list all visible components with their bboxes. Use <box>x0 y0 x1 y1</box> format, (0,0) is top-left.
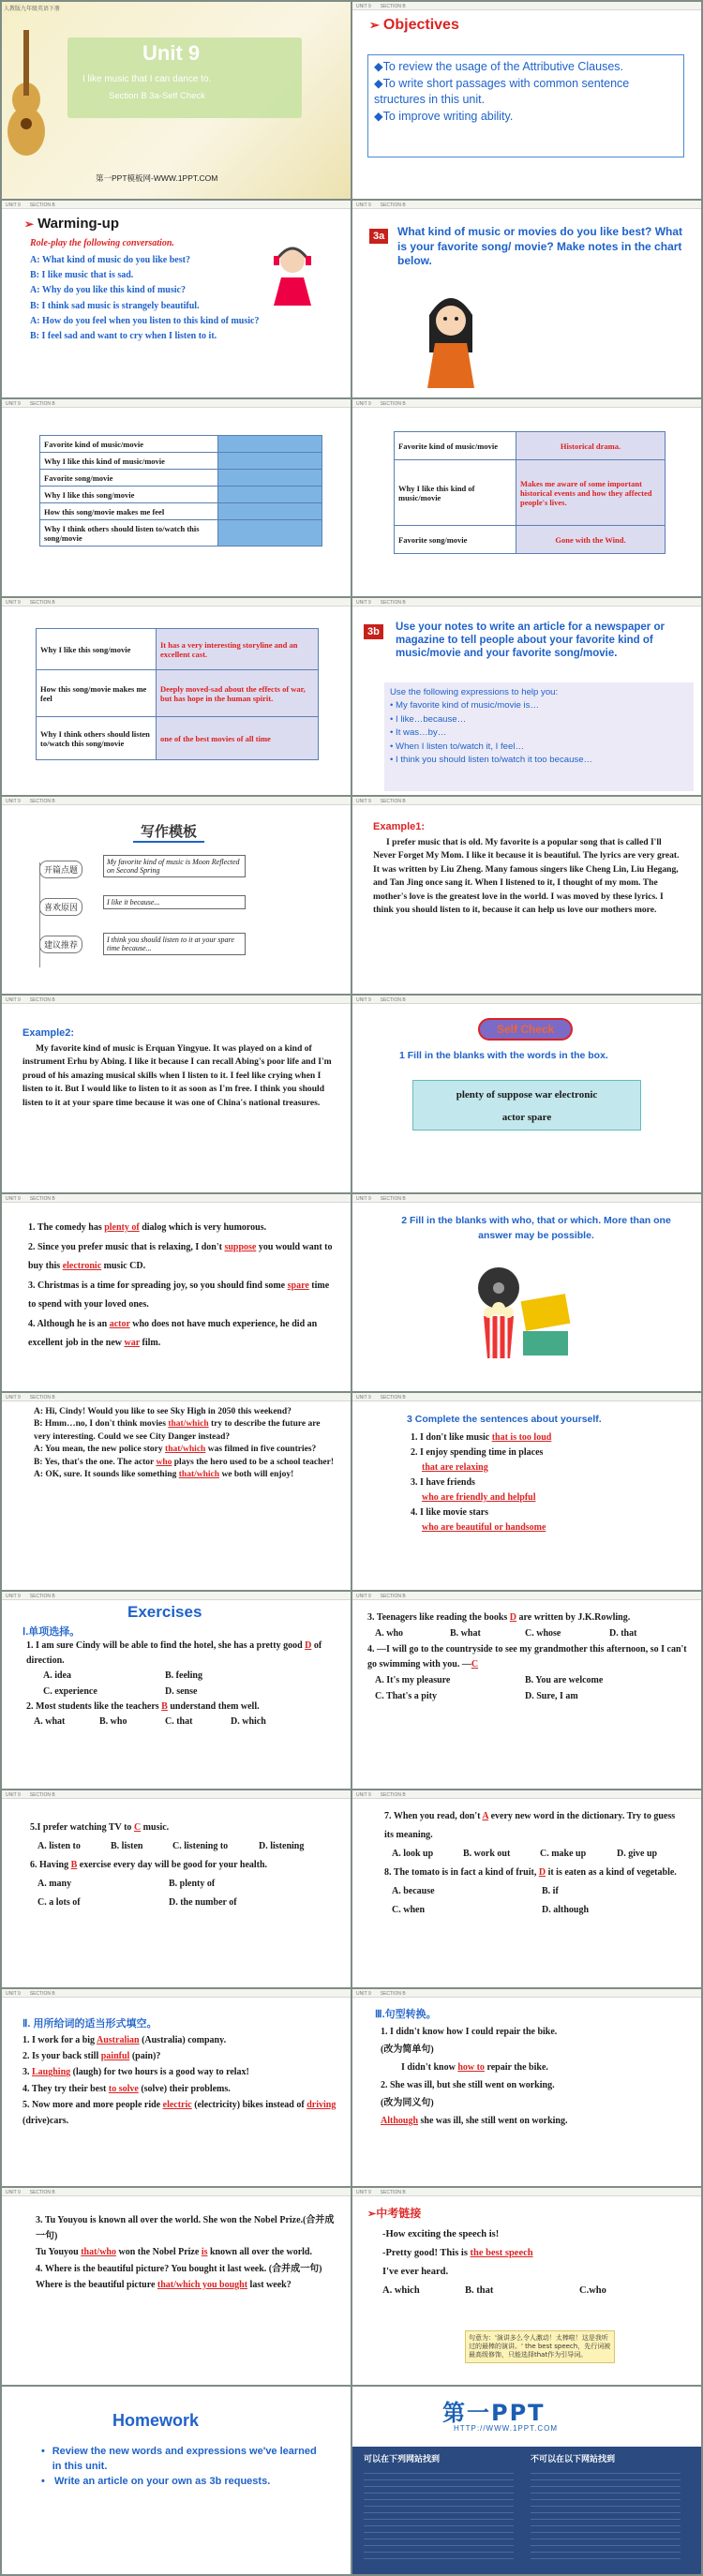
question-item: 2. Is your back still painful (pain)? <box>22 2051 161 2062</box>
slide-title: 中考链接 <box>376 2207 422 2220</box>
sentence-item: 1. I don't like music that is too loud <box>411 1432 552 1443</box>
expression-item: • It was…by… <box>390 727 447 739</box>
section-heading: Ⅱ. 用所给词的适当形式填空。 <box>22 2018 157 2029</box>
slide-header: UNIT 9 SECTION B <box>2 1790 351 1799</box>
slide-header: UNIT 9 SECTION B <box>352 1393 701 1401</box>
notes-table <box>36 628 319 760</box>
task-text: What kind of music or movies do you like best? What is your favorite song/ movie? Make notes in the chart below. <box>397 225 683 268</box>
note-box: My favorite kind of music is Moon Reflected on Second Spring <box>103 855 246 877</box>
dialog-line: B: I like music that is sad. <box>30 270 134 281</box>
instruction: 2 Fill in the blanks with who, that or which. More than one answer may be possible. <box>401 1215 671 1242</box>
slide-header: UNIT 9 SECTION B <box>2 1393 351 1401</box>
slide-header: UNIT 9 SECTION B <box>352 2188 701 2196</box>
instruction: 3 Complete the sentences about yourself. <box>407 1414 602 1425</box>
slide-header: UNIT 9 SECTION B <box>352 2 701 10</box>
slide-exercises-1 <box>2 1592 351 1789</box>
homework-item: • Review the new words and expressions we've learned in this unit. <box>41 2446 317 2472</box>
slide-header: UNIT 9 SECTION B <box>352 797 701 805</box>
question-list: 1. I didn't know how I could repair the bike. (改为简单句) I didn't know how to repair the bike. 2. She was ill, but she still went on working. (改为同义句) Although she was ill, she still went on working. <box>381 2027 568 2126</box>
slide-header: UNIT 9 SECTION B <box>352 1989 701 1998</box>
notes-table <box>394 431 666 554</box>
dialog-line: A: What kind of music do you like best? <box>30 255 190 265</box>
girl-reading-icon <box>418 287 484 395</box>
slide-title: Warming-up <box>37 216 119 232</box>
note-box: I think you should listen to it at your spare time because... <box>103 933 246 955</box>
slide-warming-up <box>2 201 351 397</box>
word-box: plenty of suppose war electronic actor spare <box>412 1080 641 1131</box>
question-item: 2. Since you prefer music that is relaxing, I don't suppose you would want to buy this electronic music CD. <box>28 1241 333 1271</box>
expression-item: • I like…because… <box>390 713 467 725</box>
dialog-line: B: Hmm…no, I don't think movies that/which try to describe the future are very interesting. Could we see City Danger instead? <box>34 1419 321 1442</box>
link-list[interactable] <box>531 2467 681 2561</box>
column-heading: 可以在下列网站找到 <box>364 2455 441 2464</box>
badge-3a: 3a <box>369 227 388 244</box>
badge-3b: 3b <box>364 622 383 639</box>
slide-self-check <box>352 996 701 1192</box>
step-box: 建议推荐 <box>39 936 82 953</box>
table-row: Favorite song/movie Gone with the Wind. <box>395 526 666 554</box>
slide-template <box>2 797 351 994</box>
question-item: 1. I am sure Cindy will be able to find the hotel, she has a pretty good D of direction. <box>26 1640 322 1667</box>
homework-item: • Write an article on your own as 3b requests. <box>41 2475 271 2487</box>
section-heading: Ⅰ.单项选择。 <box>22 1626 81 1638</box>
slide-chart-filled-2 <box>2 598 351 795</box>
objectives-box <box>367 54 684 157</box>
slide-header: UNIT 9 SECTION B <box>352 1194 701 1203</box>
explanation-note: 句意为：'演讲多么令人激动！太棒啦！这是我听过的最棒的演讲。' the best speech，先行词被最高级修饰，只能选择that作为引导词。 <box>465 2330 615 2363</box>
slide-header: UNIT 9 SECTION B <box>2 2188 351 2196</box>
slide-dialog-answers <box>2 1393 351 1590</box>
dialog-line: B: Yes, that's the one. The actor who plays the hero used to be a school teacher! <box>34 1457 335 1467</box>
homework-list <box>41 2445 322 2490</box>
table-row: How this song/movie makes me feel <box>40 503 322 520</box>
slide-header: UNIT 9 SECTION B <box>2 1989 351 1998</box>
slide-example1 <box>352 797 701 994</box>
logo-url: HTTP://WWW.1PPT.COM <box>454 2424 558 2433</box>
instruction: Role-play the following conversation. <box>30 238 174 248</box>
question-list: 7. When you read, don't A every new word in the dictionary. Try to guess its meaning. A. look up B. work out C. make up D. give up 8. The tomato is in fact a kind of fruit, D it is eaten as a kind of vegetable. A. because B. if C. when D. although <box>384 1807 686 1920</box>
slide-header: UNIT 9 SECTION B <box>352 399 701 408</box>
slide-fill-blanks-1 <box>2 1194 351 1391</box>
dialog-line: B: I think sad music is strangely beautiful. <box>30 300 200 311</box>
slide-homework <box>2 2387 351 2574</box>
question: -How exciting the speech is! -Pretty good! This is the best speech I've ever heard. A. which B. that C.who <box>382 2229 606 2296</box>
dialog-line: A: OK, sure. It sounds like something that/which we both will enjoy! <box>34 1470 294 1480</box>
guitar-icon <box>2 21 53 171</box>
table-row: Favorite kind of music/movie <box>40 436 322 453</box>
objective-item: ◆To improve writing ability. <box>374 109 514 123</box>
slide-chart-filled-1 <box>352 399 701 596</box>
sentence-list: 1. I don't like music that is too loud 2. I enjoy spending time in places that are relaxing 3. I have friends who are friendly and helpful 4. I like movie stars who are beautiful or handsome <box>411 1430 692 1535</box>
instruction: 1 Fill in the blanks with the words in the box. <box>399 1050 608 1061</box>
unit-subtitle: I like music that I can dance to. <box>82 74 212 84</box>
sentence-item: 2. I enjoy spending time in places <box>411 1447 544 1458</box>
arrow-icon: ➢ <box>369 18 380 32</box>
slide-header: UNIT 9 SECTION B <box>352 1592 701 1600</box>
slide-exercises-4 <box>352 1790 701 1987</box>
question-item: 2. Most students like the teachers B understand them well. <box>26 1700 260 1712</box>
question-item: 3. Teenagers like reading the books D are written by J.K.Rowling. <box>367 1612 631 1623</box>
slide-title <box>2 2 351 199</box>
table-row: Why I like this kind of music/movie Makes me aware of some important historical events and how they affected people's lives. <box>395 460 666 526</box>
question-list: 1. I am sure Cindy will be able to find the hotel, she has a pretty good D of direction. A. idea B. feeling C. experience D. sense 2. Most students like the teachers B understand them well. A. what B. who C. that D. which <box>26 1639 336 1730</box>
slide-header: UNIT 9 SECTION B <box>352 996 701 1004</box>
table-row: Why I think others should listen to/watch this song/movie <box>40 520 322 547</box>
slide-header: UNIT 9 SECTION B <box>2 598 351 607</box>
question-item: 1. I work for a big Australian (Australia) company. <box>22 2035 227 2045</box>
arrow-icon: ➢ <box>24 217 35 231</box>
question-list <box>28 1219 337 1354</box>
slide-complete-sentences <box>352 1393 701 1590</box>
slide-title: Objectives <box>382 17 459 33</box>
step-box: 开篇点题 <box>39 861 82 878</box>
slide-header: UNIT 9 SECTION B <box>2 1194 351 1203</box>
slide-exam-link <box>352 2188 701 2385</box>
example-text: I prefer music that is old. My favorite is a popular song that is called I'll Never Forget My Mom. I like it because it is beautiful. The lyrics are very great. It was written by Liu Zheng. Many famous singers like Cheng Lin, Liu Hegang, and Tan Jing once sang it. When I listened to it, I thought of my mom. The mother's love is the greatest love in the world. I was moved by these lyrics. I think you should listen to it, because it can help us love our mothers more. <box>373 837 680 915</box>
movie-popcorn-icon <box>456 1260 587 1368</box>
question-list: 3. Tu Youyou is known all over the world. She won the Nobel Prize.(合并成一句) Tu Youyou that/who won the Nobel Prize is known all over the world. 4. Where is the beautiful picture? You bought it last week. (合并成一句) Where is the beautiful picture that/which you bought last week? <box>36 2215 335 2290</box>
expression-item: • My favorite kind of music/movie is… <box>390 700 540 711</box>
slide-sentence-transform <box>352 1989 701 2186</box>
question-item: 4. Although he is an actor who does not have much experience, he did an excellent job in the new war film. <box>28 1318 318 1348</box>
question-item: 4. —I will go to the countryside to see my grandmother this afternoon, so I can't go swimming with you. —C <box>367 1643 687 1670</box>
question-item: 3. Christmas is a time for spreading joy, so you should find some spare time to spend with your loved ones. <box>28 1280 330 1310</box>
question-item: 5.I prefer watching TV to C music. <box>30 1822 170 1833</box>
slide-title: Homework <box>112 2411 200 2430</box>
notes-table <box>39 435 322 547</box>
slide-header: UNIT 9 SECTION B <box>2 399 351 408</box>
slide-title: Exercises <box>127 1603 202 1621</box>
link-list[interactable] <box>364 2467 514 2561</box>
question-item: 3. Laughing (laugh) for two hours is a good way to relax! <box>22 2067 249 2078</box>
objective-item: ◆To write short passages with common sentence structures in this unit. <box>374 76 630 106</box>
dialog-line: A: Why do you like this kind of music? <box>30 285 186 296</box>
sentence-item: 3. I have friends <box>411 1477 475 1488</box>
slide-exercises-2 <box>352 1592 701 1789</box>
dialog-line: B: I feel sad and want to cry when I listen to it. <box>30 330 217 341</box>
slide-objectives <box>352 2 701 199</box>
table-row: Favorite song/movie <box>40 470 322 487</box>
note-box: I like it because... <box>103 895 246 909</box>
question-item: 8. The tomato is in fact a kind of fruit, D it is eaten as a kind of vegetable. <box>384 1867 677 1878</box>
table-row: Why I like this song/movie <box>40 487 322 503</box>
example-label: Example1: <box>373 821 426 832</box>
expression-item: • When I listen to/watch it, I feel… <box>390 741 525 752</box>
slide-header: UNIT 9 SECTION B <box>2 797 351 805</box>
task-text: Use your notes to write an article for a newspaper or magazine to tell people about your favorite kind of music/movie and your favorite song/movie. <box>396 622 665 660</box>
girl-headphones-icon <box>264 244 321 314</box>
objective-item: ◆To review the usage of the Attributive Clauses. <box>374 60 624 73</box>
logo-text: 第一PPT <box>442 2400 546 2426</box>
slide-fill-who-that <box>352 1194 701 1391</box>
self-check-badge: Self Check <box>478 1018 573 1041</box>
course-label: 人教版九年级英语下册 <box>4 7 61 12</box>
table-row: How this song/movie makes me feel Deeply moved-sad about the effects of war, but has hope in the human spirit. <box>37 670 319 717</box>
slide-header: UNIT 9 SECTION B <box>2 201 351 209</box>
dialog-line: A: Hi, Cindy! Would you like to see Sky High in 2050 this weekend? <box>34 1407 292 1416</box>
slide-3b <box>352 598 701 795</box>
slide-word-forms <box>2 1989 351 2186</box>
slide-3a <box>352 201 701 397</box>
footer-text: 第一PPT模板网-WWW.1PPT.COM <box>96 173 218 183</box>
slide-chart-empty <box>2 399 351 596</box>
slide-ad <box>352 2387 701 2574</box>
example-text: My favorite kind of music is Erquan Yingyue. It was played on a kind of instrument Erhu by Abing. I like it because I can recall Abing's poor life and I'm proud of his amazing musical skills when I listen to it. I feel like crying when I listen to it. But I would like to listen to it as soon as I'm free. I think you should listen to it at your spare time because it was one of China's national treasures. <box>22 1043 332 1108</box>
question-list <box>22 2032 339 2129</box>
example-label: Example2: <box>22 1027 75 1039</box>
table-row: Why I think others should listen to/watch this song/movie one of the best movies of all time <box>37 717 319 760</box>
table-row: Why I like this song/movie It has a very interesting storyline and an excellent cast. <box>37 629 319 670</box>
slide-header: UNIT 9 SECTION B <box>2 1592 351 1600</box>
dialog-line: A: You mean, the new police story that/which was filmed in five countries? <box>34 1445 317 1455</box>
table-row: Favorite kind of music/movie Historical drama. <box>395 432 666 460</box>
slide-header: UNIT 9 SECTION B <box>352 598 701 607</box>
question-list: 3. Teenagers like reading the books D are written by J.K.Rowling. A. who B. what C. whose D. that 4. —I will go to the countryside to see my grandmother this afternoon, so I can't go swimming with you. —C A. It's my pleasure B. You are welcome C. That's a pity D. Sure, I am <box>367 1610 694 1705</box>
slide-exercises-3 <box>2 1790 351 1987</box>
help-box: Use the following expressions to help you: • My favorite kind of music/movie is… • I like…because… • It was…by… • When I listen to/watch it, I feel… • I think you should listen to/watch it too because… <box>384 682 694 791</box>
slide-header: UNIT 9 SECTION B <box>2 996 351 1004</box>
sentence-item: 4. I like movie stars <box>411 1507 489 1518</box>
dialog <box>34 1406 337 1482</box>
slide-header: UNIT 9 SECTION B <box>352 1790 701 1799</box>
arrow-icon: ➢ <box>367 2209 377 2220</box>
column-heading: 不可以在以下网站找到 <box>531 2455 616 2464</box>
question-list: 5.I prefer watching TV to C music. A. listen to B. listen C. listening to D. listening 6. Having B exercise every day will be good for your health. A. many B. plenty of C. a lots of D. the number of <box>30 1819 336 1912</box>
question-item: 4. They try their best to solve (solve) their problems. <box>22 2083 231 2094</box>
dialog-line: A: How do you feel when you listen to this kind of music? <box>30 315 260 326</box>
section-heading: Ⅲ.句型转换。 <box>375 2009 437 2020</box>
table-row: Why I like this kind of music/movie <box>40 453 322 470</box>
question-item: 5. Now more and more people ride electric (electricity) bikes instead of driving (drive)cars. <box>22 2099 337 2126</box>
step-box: 喜欢原因 <box>39 898 82 916</box>
slide-title: 写作模板 <box>133 821 204 843</box>
slide-combine-sentences <box>2 2188 351 2385</box>
dialog <box>30 253 259 344</box>
question-item: 6. Having B exercise every day will be good for your health. <box>30 1860 268 1870</box>
question-item: 7. When you read, don't A every new word in the dictionary. Try to guess its meaning. <box>384 1811 676 1840</box>
section-label: Section B 3a-Self Check <box>109 91 205 101</box>
expression-item: • I think you should listen to/watch it too because… <box>390 754 593 765</box>
question-item: 1. The comedy has plenty of dialog which is very humorous. <box>28 1222 267 1233</box>
slide-header: UNIT 9 SECTION B <box>352 201 701 209</box>
unit-title: Unit 9 <box>142 41 201 65</box>
slide-example2 <box>2 996 351 1192</box>
